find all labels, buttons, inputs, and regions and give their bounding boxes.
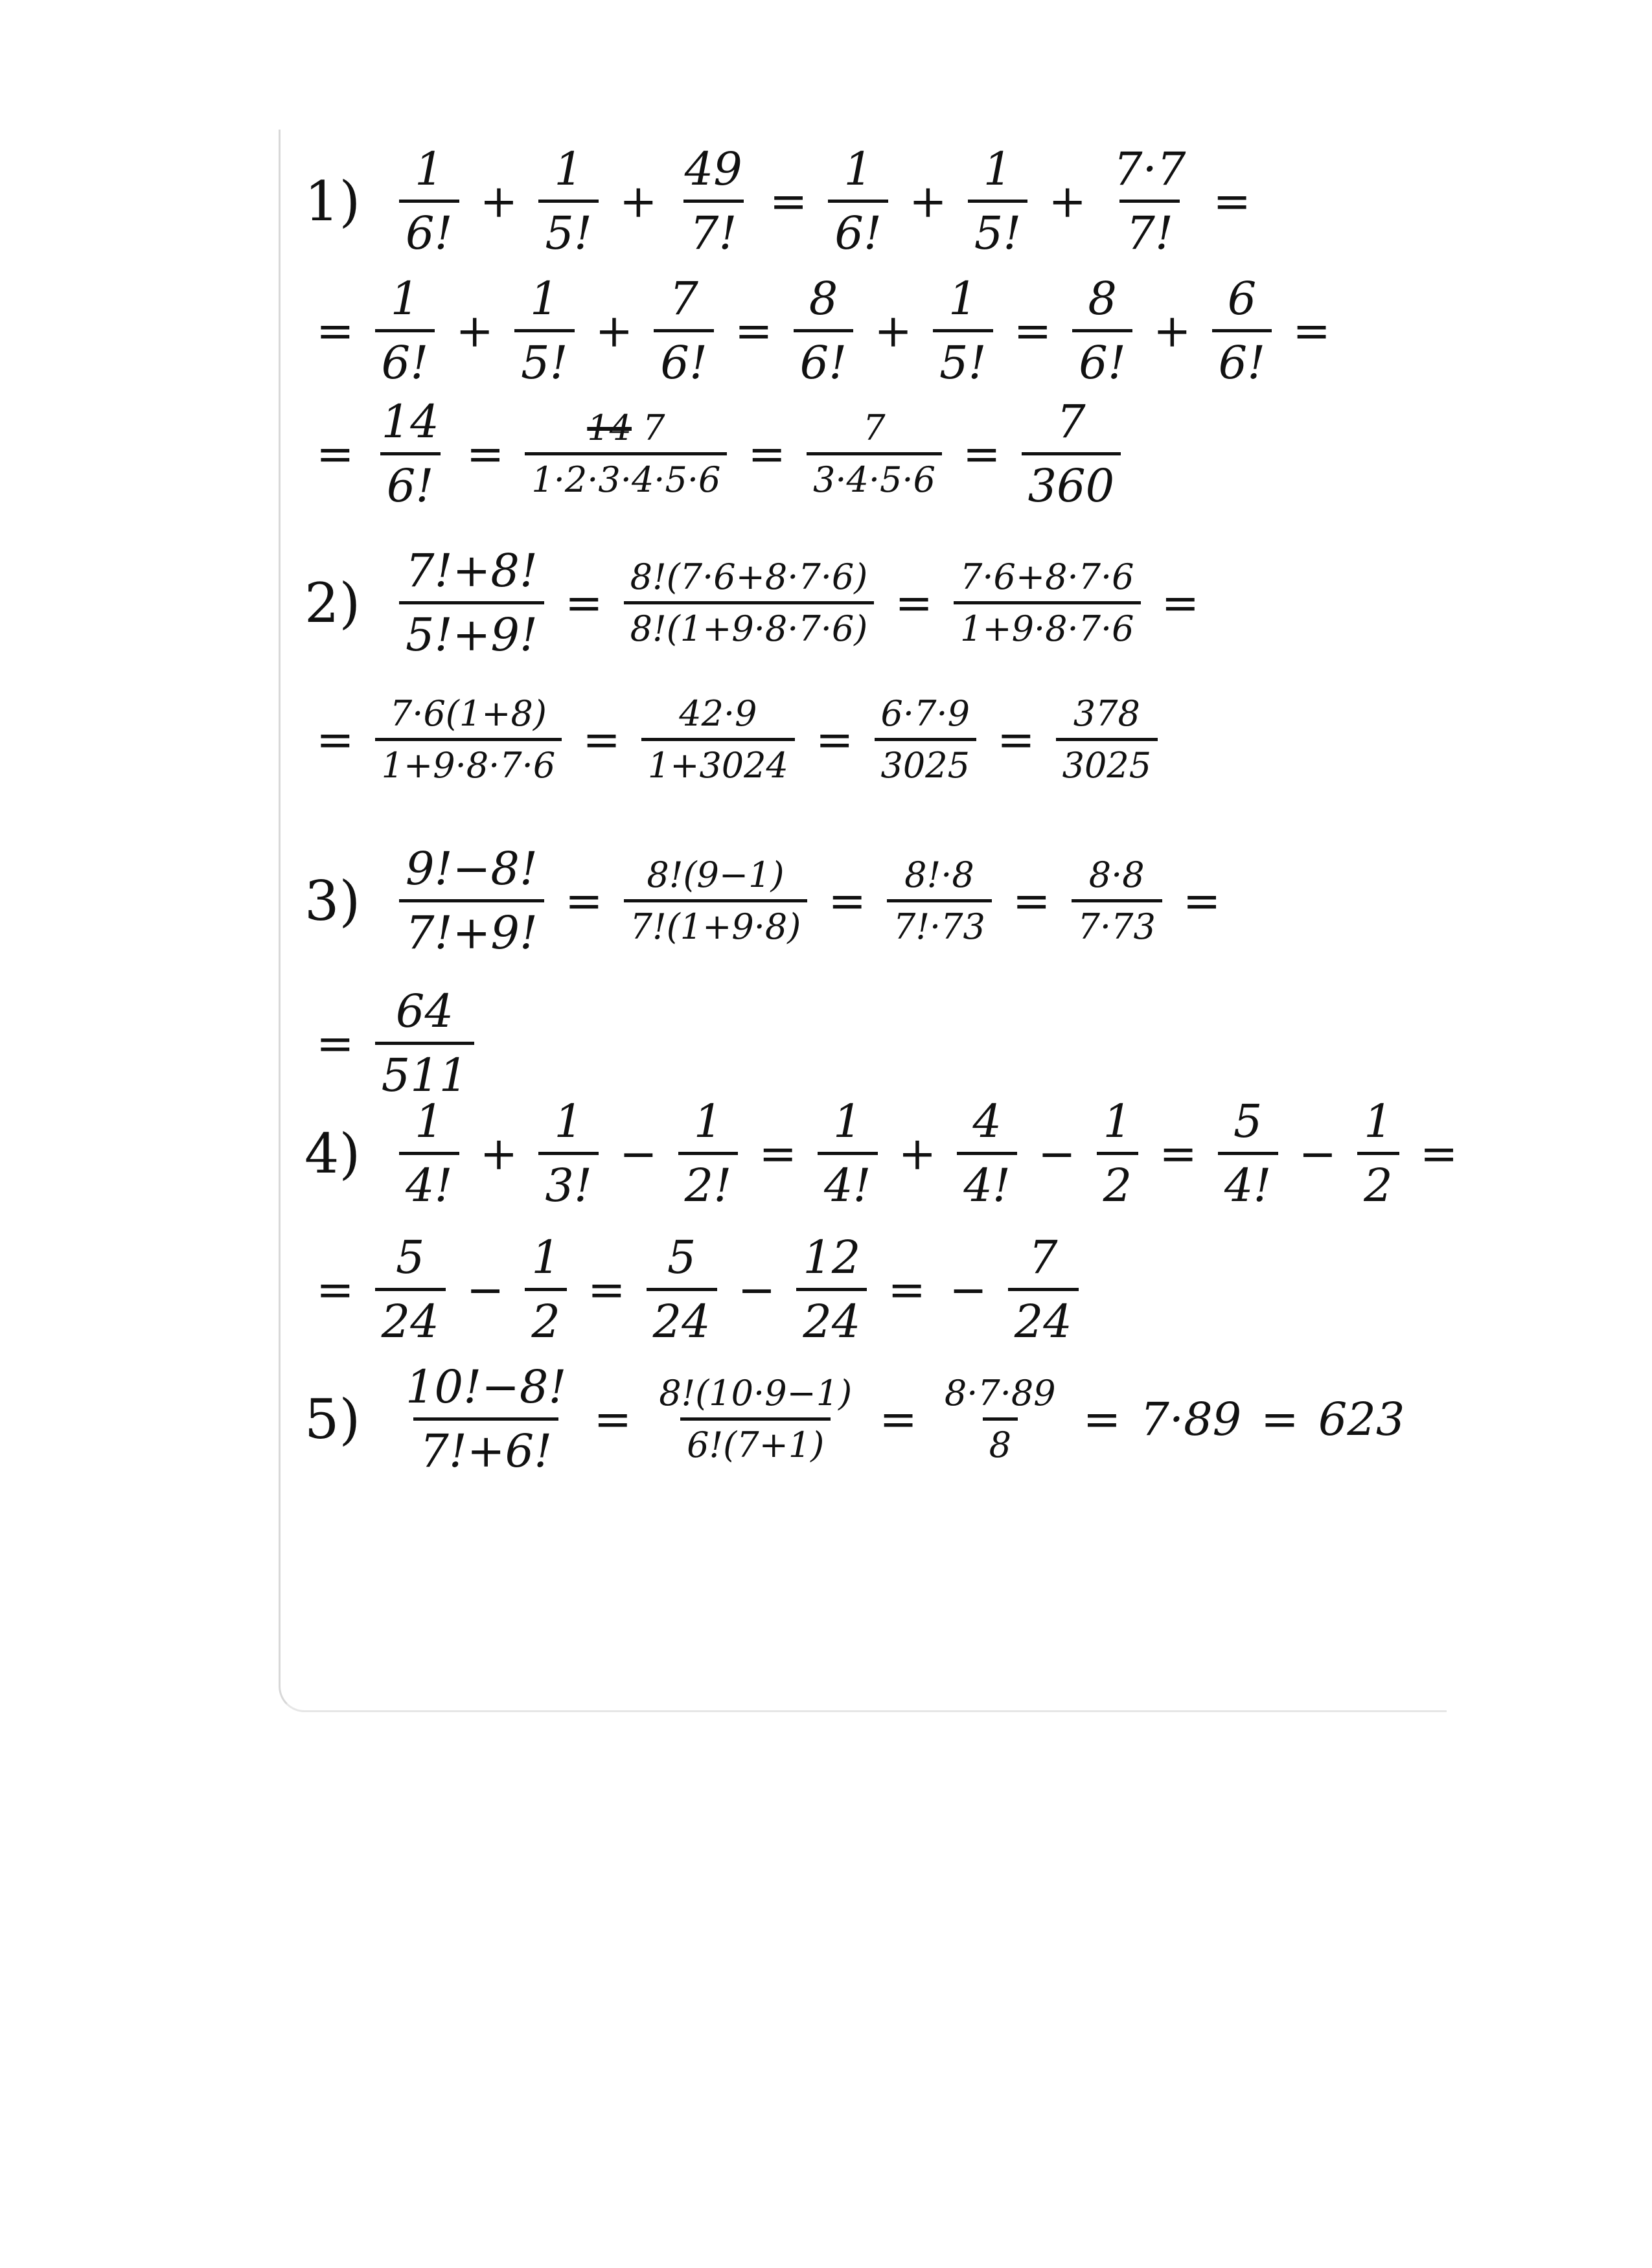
operator: = bbox=[895, 576, 934, 630]
operator: + bbox=[909, 174, 947, 228]
operator: = bbox=[316, 427, 354, 481]
fraction: $\frac{1}{5!}$ bbox=[514, 272, 575, 389]
operator: = bbox=[582, 713, 621, 766]
problem-number: 4) bbox=[304, 1121, 361, 1186]
operator: + bbox=[874, 304, 912, 358]
fraction: $\frac{1}{6!}$ bbox=[399, 143, 459, 260]
fraction: $\frac{1}{2!}$ bbox=[678, 1095, 739, 1212]
operator: + bbox=[898, 1127, 937, 1180]
fraction: $\frac{7}{24}$ bbox=[1008, 1231, 1079, 1348]
operator: = bbox=[316, 1263, 354, 1316]
operator: − bbox=[466, 1263, 505, 1316]
product: 7·89 bbox=[1140, 1392, 1242, 1446]
operator: = bbox=[828, 874, 866, 928]
operator: = bbox=[1213, 174, 1252, 228]
operator: = bbox=[759, 1127, 797, 1180]
fraction: $\frac{378}{3025}$ bbox=[1056, 693, 1158, 786]
fraction: $\frac{49}{7!}$ bbox=[684, 143, 742, 260]
operator: = bbox=[1013, 304, 1052, 358]
fraction: $\frac{5}{4!}$ bbox=[1218, 1095, 1278, 1212]
fraction: $\frac{12}{24}$ bbox=[796, 1231, 867, 1348]
fraction: $\frac{1}{3!}$ bbox=[538, 1095, 599, 1212]
operator: = bbox=[769, 174, 808, 228]
problem-4-line-2 bbox=[304, 1231, 1088, 1348]
operator: = bbox=[996, 713, 1035, 766]
problem-3-line-1 bbox=[304, 842, 1232, 959]
fraction: $\frac{7}{3\cdot 4\cdot 5\cdot 6}$ bbox=[807, 407, 942, 500]
operator: = bbox=[593, 1392, 632, 1446]
operator: = bbox=[815, 713, 854, 766]
fraction: $\frac{6\cdot 7\cdot 9}{3025}$ bbox=[875, 693, 976, 786]
operator: = bbox=[1159, 1127, 1197, 1180]
problem-1-line-1 bbox=[304, 143, 1263, 260]
fraction: $\frac{14 7}{1\cdot 2\cdot 3\cdot 4\cdot 5\cdot 6}$ bbox=[525, 407, 727, 500]
operator: = bbox=[734, 304, 773, 358]
fraction: $\frac{8}{6!}$ bbox=[1072, 272, 1132, 389]
fraction: $\frac{1}{5!}$ bbox=[933, 272, 993, 389]
operator: − bbox=[619, 1127, 658, 1180]
problem-1-line-2 bbox=[304, 272, 1342, 389]
operator: − bbox=[1298, 1127, 1337, 1180]
operator: = bbox=[564, 874, 603, 928]
problem-5-line-1 bbox=[304, 1360, 1412, 1478]
operator: + bbox=[479, 1127, 518, 1180]
fraction: $\frac{1}{5!}$ bbox=[538, 143, 599, 260]
operator: = bbox=[1292, 304, 1331, 358]
operator: = bbox=[1161, 576, 1200, 630]
operator: = bbox=[1419, 1127, 1458, 1180]
operator: = bbox=[1012, 874, 1051, 928]
problem-number: 1) bbox=[304, 169, 361, 233]
fraction: $\frac{9!-8!}{7!+9!}$ bbox=[399, 842, 544, 959]
operator: = bbox=[1083, 1392, 1121, 1446]
fraction: $\frac{8\cdot 8}{7\cdot 73}$ bbox=[1072, 854, 1162, 947]
problem-1-line-3 bbox=[304, 395, 1130, 512]
fraction: $\frac{1}{4!}$ bbox=[399, 1095, 459, 1212]
fraction: $\frac{1}{2}$ bbox=[1357, 1095, 1399, 1212]
operator: = bbox=[466, 427, 505, 481]
fraction: $\frac{14}{6!}$ bbox=[381, 395, 439, 512]
fraction: $\frac{8\cdot 7\cdot 89}{8}$ bbox=[944, 1373, 1056, 1465]
operator: = bbox=[587, 1263, 626, 1316]
fraction: $\frac{8!(7\cdot 6+8\cdot 7\cdot 6)}{8!(1+9\cdot 8\cdot 7\cdot 6)}$ bbox=[624, 556, 875, 649]
problem-number: 5) bbox=[304, 1387, 361, 1451]
fraction: $\frac{7\cdot 6(1+8)}{1+9\cdot 8\cdot 7\cdot 6}$ bbox=[375, 693, 562, 786]
problem-4-line-1 bbox=[304, 1095, 1469, 1212]
operator: + bbox=[479, 174, 518, 228]
operator: + bbox=[595, 304, 634, 358]
operator: = bbox=[316, 713, 354, 766]
problem-number: 3) bbox=[304, 869, 361, 933]
fraction: $\frac{42\cdot 9}{1+3024}$ bbox=[641, 693, 795, 786]
fraction: $\frac{6}{6!}$ bbox=[1212, 272, 1272, 389]
problem-3-line-2 bbox=[304, 985, 483, 1102]
fraction: $\frac{8!(10\cdot 9-1)}{6!(7+1)}$ bbox=[659, 1373, 853, 1465]
operator: − bbox=[949, 1263, 987, 1316]
fraction: $\frac{1}{5!}$ bbox=[968, 143, 1028, 260]
fraction: $\frac{4}{4!}$ bbox=[957, 1095, 1017, 1212]
fraction: $\frac{1}{4!}$ bbox=[818, 1095, 878, 1212]
fraction: $\frac{7\cdot 6+8\cdot 7\cdot 6}{1+9\cdot 8\cdot 7\cdot 6}$ bbox=[954, 556, 1141, 649]
operator: = bbox=[748, 427, 786, 481]
operator: + bbox=[619, 174, 658, 228]
fraction: $\frac{7}{360}$ bbox=[1022, 395, 1121, 512]
fraction: $\frac{7!+8!}{5!+9!}$ bbox=[399, 544, 544, 661]
problem-2-line-2 bbox=[304, 693, 1167, 786]
fraction: $\frac{10!-8!}{7!+6!}$ bbox=[406, 1360, 567, 1478]
operator: = bbox=[564, 576, 603, 630]
operator: − bbox=[737, 1263, 776, 1316]
fraction: $\frac{5}{24}$ bbox=[375, 1231, 446, 1348]
fraction: $\frac{8!\cdot 8}{7!\cdot 73}$ bbox=[887, 854, 992, 947]
fraction: $\frac{7}{6!}$ bbox=[654, 272, 714, 389]
operator: = bbox=[879, 1392, 917, 1446]
fraction: $\frac{1}{6!}$ bbox=[828, 143, 888, 260]
fraction: $\frac{1}{2}$ bbox=[525, 1231, 567, 1348]
operator: = bbox=[1261, 1392, 1299, 1446]
problem-number: 2) bbox=[304, 571, 361, 635]
operator: + bbox=[455, 304, 494, 358]
fraction: $\frac{7\cdot 7}{7!}$ bbox=[1114, 143, 1186, 260]
fraction: $\frac{8!(9-1)}{7!(1+9\cdot 8)}$ bbox=[624, 854, 808, 947]
fraction: $\frac{5}{24}$ bbox=[647, 1231, 717, 1348]
result: 623 bbox=[1318, 1392, 1405, 1446]
fraction: $\frac{8}{6!}$ bbox=[794, 272, 854, 389]
operator: = bbox=[316, 1016, 354, 1070]
operator: = bbox=[1182, 874, 1221, 928]
operator: = bbox=[962, 427, 1001, 481]
operator: + bbox=[1048, 174, 1087, 228]
fraction: $\frac{1}{2}$ bbox=[1097, 1095, 1139, 1212]
operator: + bbox=[1153, 304, 1191, 358]
operator: = bbox=[316, 304, 354, 358]
fraction: $\frac{64}{511}$ bbox=[375, 985, 475, 1102]
operator: = bbox=[888, 1263, 926, 1316]
operator: − bbox=[1037, 1127, 1076, 1180]
fraction: $\frac{1}{6!}$ bbox=[375, 272, 435, 389]
problem-2-line-1 bbox=[304, 544, 1211, 661]
